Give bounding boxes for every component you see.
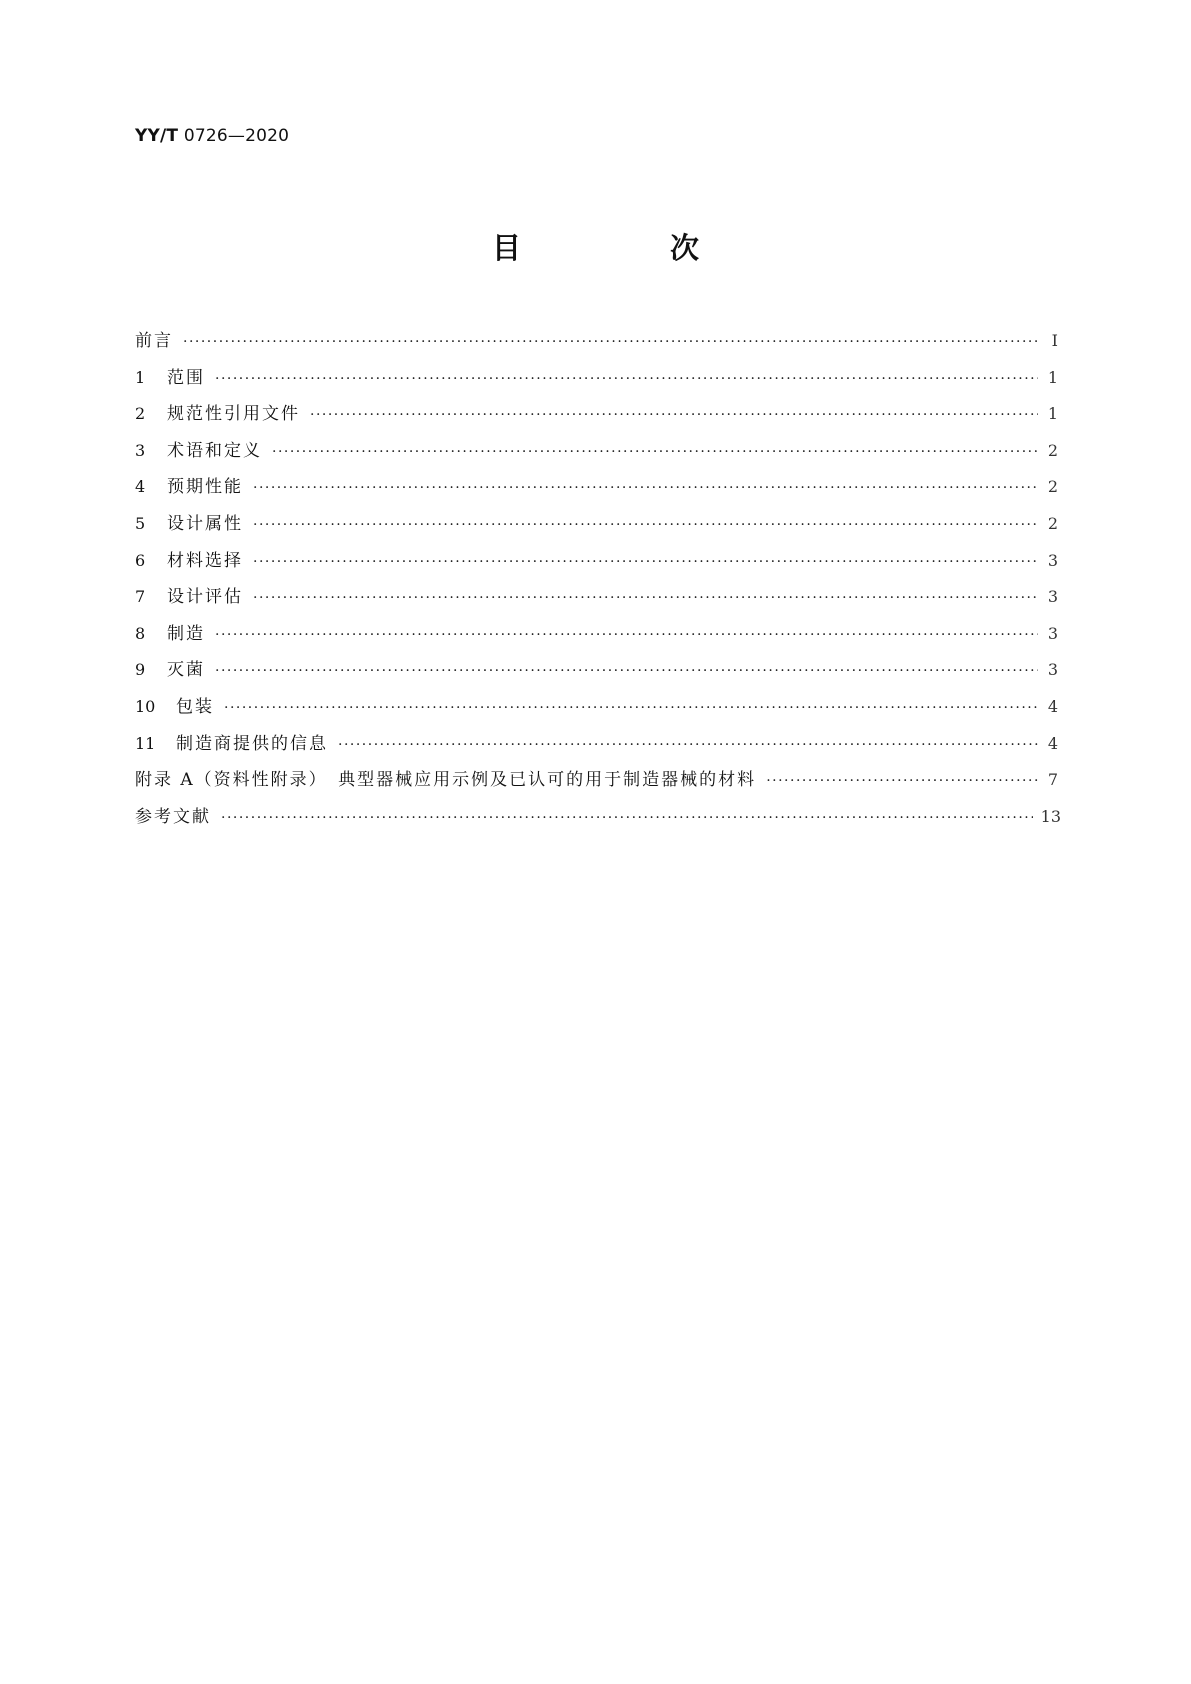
toc-heading: 目 次 [491, 231, 759, 265]
toc-entry-intended-performance[interactable] [135, 472, 1058, 509]
dot-leader [215, 663, 1038, 679]
toc-entry-label: 参考文献 [135, 806, 211, 827]
toc-entry-page: 3 [1047, 550, 1058, 570]
toc-entry-page: Ⅰ [1051, 331, 1058, 350]
dot-leader [272, 444, 1038, 460]
toc-entry-page: 4 [1047, 696, 1058, 716]
toc-entry-number: 8 [135, 623, 146, 643]
toc-entry-terms-definitions[interactable] [135, 436, 1058, 473]
toc-entry-number: 10 [135, 696, 156, 716]
toc-entry-label: 术语和定义 [167, 440, 262, 461]
toc-entry-packaging[interactable] [135, 692, 1058, 729]
dot-leader [215, 627, 1038, 643]
toc-entry-foreword[interactable] [135, 326, 1058, 363]
dot-leader [183, 334, 1038, 350]
toc-entry-manufacture[interactable] [135, 619, 1058, 656]
toc-entry-label: 规范性引用文件 [167, 404, 300, 425]
toc-entry-number: 6 [135, 550, 146, 570]
toc-entry-number: 5 [135, 513, 146, 533]
toc-entry-page: 2 [1047, 477, 1058, 497]
toc-entry-sterilization[interactable] [135, 655, 1058, 692]
toc-entry-label: 设计属性 [167, 513, 243, 534]
toc-entry-number: 3 [135, 440, 146, 460]
toc-entry-annex-a[interactable] [135, 765, 1058, 802]
dot-leader [338, 737, 1038, 753]
toc-entry-page: 3 [1047, 587, 1058, 607]
toc-entry-label: 包装 [176, 696, 214, 717]
toc-entry-page: 3 [1047, 660, 1058, 680]
toc-entry-label: 范围 [167, 367, 205, 388]
dot-leader [253, 517, 1038, 533]
toc-entry-label: 附录 A（资料性附录） 典型器械应用示例及已认可的用于制造器械的材料 [135, 770, 757, 791]
toc-entry-manufacturer-information[interactable] [135, 729, 1058, 766]
toc-entry-number: 11 [135, 733, 156, 753]
standard-number: 0726—2020 [183, 126, 290, 146]
toc-entry-page: 2 [1047, 513, 1058, 533]
toc-entry-label: 材料选择 [167, 550, 243, 571]
dot-leader [766, 773, 1038, 789]
toc-entry-label: 灭菌 [167, 660, 205, 681]
toc-entry-label: 预期性能 [167, 477, 243, 498]
toc-entry-page: 1 [1047, 367, 1058, 387]
toc-entry-label: 前言 [135, 331, 173, 351]
toc-entry-material-selection[interactable] [135, 546, 1058, 583]
toc-entry-page: 1 [1047, 404, 1058, 424]
dot-leader [253, 554, 1038, 570]
toc-entry-label: 设计评估 [167, 587, 243, 608]
toc-entry-page: 13 [1040, 806, 1061, 826]
toc-entry-page: 7 [1047, 770, 1058, 790]
toc-entry-number: 7 [135, 587, 146, 607]
toc-entry-number: 2 [135, 404, 146, 424]
toc-entry-page: 3 [1047, 623, 1058, 643]
toc-entry-label: 制造 [167, 623, 205, 644]
table-of-contents [135, 326, 1061, 838]
dot-leader [253, 480, 1038, 496]
toc-entry-design-attributes[interactable] [135, 509, 1058, 546]
toc-entry-label: 制造商提供的信息 [176, 733, 328, 754]
toc-entry-page: 2 [1047, 440, 1058, 460]
toc-entry-design-evaluation[interactable] [135, 582, 1058, 619]
dot-leader [310, 407, 1038, 423]
standard-code [135, 126, 289, 146]
toc-entry-normative-references[interactable] [135, 399, 1058, 436]
dot-leader [215, 371, 1038, 387]
dot-leader [224, 700, 1038, 716]
dot-leader [253, 590, 1038, 606]
standard-prefix: YY/T [135, 126, 179, 146]
toc-entry-scope[interactable] [135, 363, 1058, 400]
toc-entry-number: 1 [135, 367, 146, 387]
toc-entry-number: 4 [135, 477, 146, 497]
toc-entry-bibliography[interactable] [135, 802, 1061, 839]
toc-entry-number: 9 [135, 660, 146, 680]
dot-leader [221, 810, 1033, 826]
toc-entry-page: 4 [1047, 733, 1058, 753]
